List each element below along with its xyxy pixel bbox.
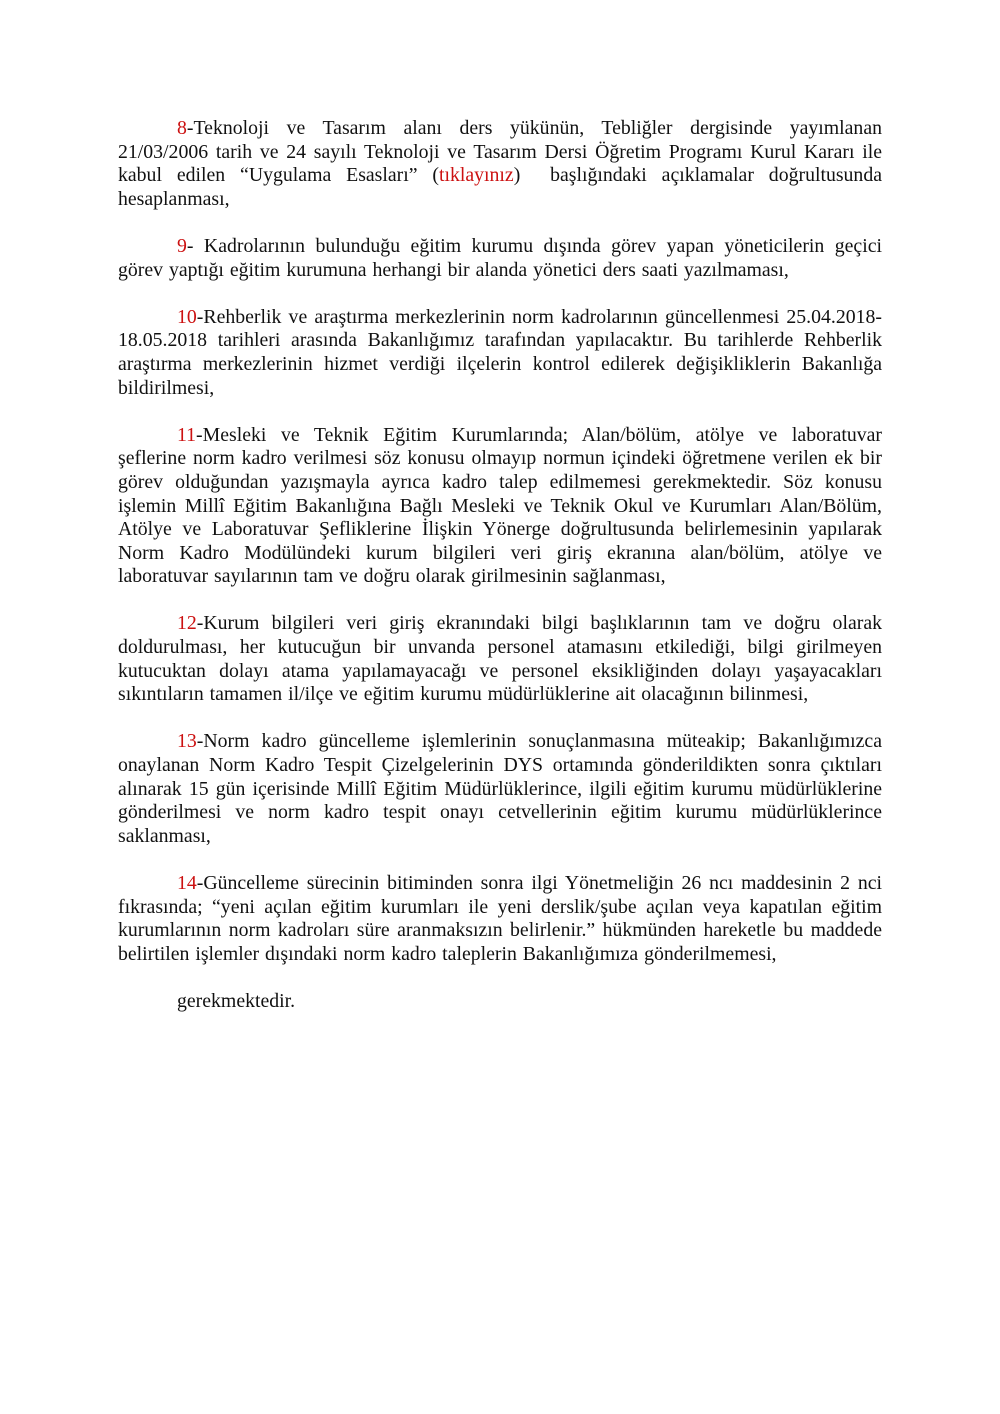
paragraph-text: -Rehberlik ve araştırma merkezlerinin norm kadrolarının güncellenmesi 25.04.2018-18.05.2018 tarihleri arasında Bakanlığımız tarafından yapılacaktır. Bu tarihlerde Rehberlik araştırma merkezlerinin hizmet verdiği ilçelerin kontrol edilerek değişikliklerin Bakanlığa bildirilmesi, (118, 305, 882, 399)
document-paragraph (118, 872, 882, 966)
document-paragraph (118, 424, 882, 589)
paragraph-text: -Norm kadro güncelleme işlemlerinin sonuçlanmasına müteakip; Bakanlığımızca onaylanan Norm Kadro Tespit Çizelgelerinin DYS ortamında gönderildikten sonra çıktıları alınarak 15 gün içerisinde Millî Eğitim Müdürlüklerince, ilgili eğitim kurumu müdürlüklerine gönderilmesi ve norm kadro tespit onayı cetvellerinin eğitim kurumu müdürlüklerince saklanması, (118, 730, 882, 847)
closing-text: gerekmektedir. (177, 989, 296, 1012)
paragraph-text: -Güncelleme sürecinin bitiminden sonra ilgi Yönetmeliğin 26 ncı maddesinin 2 nci fıkrasında; “yeni açılan eğitim kurumları ile yeni derslik/şube açılan veya kapatılan eğitim kurumlarının norm kadroları süre aranmaksızın belirlenir.” hükmünden hareketle bu maddede belirtilen işlemler dışındaki norm kadro taleplerin Bakanlığımıza gönderilmemesi, (118, 872, 882, 965)
document-paragraph (118, 730, 882, 848)
paragraph-text: -Teknoloji ve Tasarım alanı ders yükünün, Tebliğler dergisinde yayımlanan 21/03/2006 tarih ve 24 sayılı Teknoloji ve Tasarım Dersi Öğretim Programı Kurul Kararı ile kabul edilen “Uygulama Esasları” ( (118, 117, 882, 187)
paragraph-number: 8 (177, 117, 187, 139)
document-body (118, 117, 882, 1014)
paragraph-text: - Kadrolarının bulunduğu eğitim kurumu dışında görev yapan yöneticilerin geçici görev yaptığı eğitim kurumuna herhangi bir alanda yönetici ders saati yazılmaması, (118, 234, 882, 281)
paragraph-number: 9 (177, 234, 187, 257)
paragraph-text: -Mesleki ve Teknik Eğitim Kurumlarında; Alan/bölüm, atölye ve laboratuvar şeflerine norm kadro verilmesi söz konusu olmayıp normun içindeki öğretmene verilen ek bir görev olduğundan yazışmayla ayrıca kadro talep edilmemesi gerekmektedir. Söz konusu işlemin Millî Eğitim Bakanlığına Bağlı Mesleki ve Teknik Okul ve Kurumları Alan/Bölüm, Atölye ve Laboratuvar Şefliklerine İlişkin Yönerge doğrultusunda belirlemesinin yapılarak Norm Kadro Modülündeki kurum bilgileri veri giriş ekranına alan/bölüm, atölye ve laboratuvar sayılarının tam ve doğru olarak girilmesinin sağlanması, (118, 423, 882, 588)
paragraph-number: 10 (177, 305, 197, 328)
tiklayiniz-link[interactable]: tıklayınız (439, 164, 514, 187)
paragraph-text: -Kurum bilgileri veri giriş ekranındaki bilgi başlıklarının tam ve doğru olarak doldurulması, her kutucuğun bir unvanda personel atamasını etkilediği, bilgi girilmeyen kutucuktan dolayı atama yapılamayacağı ve personel eksikliğinden dolayı yaşayacakları sıkıntıların tamamen il/ilçe ve eğitim kurumu müdürlüklerine ait olacağının bilinmesi, (118, 612, 882, 706)
document-paragraph (118, 117, 882, 211)
paragraph-number: 12 (177, 612, 197, 635)
paragraph-number: 11 (177, 423, 197, 446)
document-paragraph (118, 235, 882, 282)
paragraph-number: 13 (177, 730, 197, 753)
document-paragraph (118, 612, 882, 706)
document-paragraph (118, 306, 882, 400)
closing-line (118, 990, 882, 1014)
paragraph-text: ) başlığındaki açıklamalar doğrultusunda hesaplanması, (118, 164, 882, 210)
paragraph-number: 14 (177, 872, 197, 894)
